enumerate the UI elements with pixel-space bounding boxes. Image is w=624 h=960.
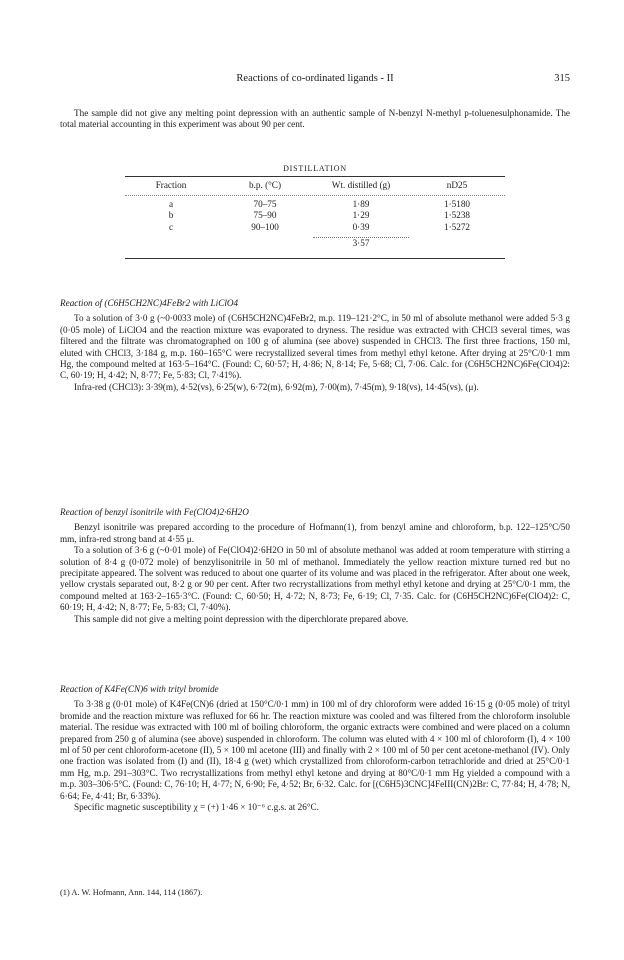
distillation-table	[125, 176, 505, 259]
section-trityl-bromide	[60, 684, 570, 813]
body-paragraph: Infra-red (CHCl3): 3·39(m), 4·52(vs), 6·25(w), 6·72(m), 6·92(m), 7·00(m), 7·45(m), 9·18(vs), 14·45(vs), (μ).	[74, 381, 479, 392]
section-heading: Reaction of (C6H5CH2NC)4FeBr2 with LiClO4	[60, 298, 239, 308]
table-cell: 70–75	[253, 199, 277, 210]
table-header-rule	[125, 195, 505, 196]
table-row	[125, 199, 505, 210]
section-licl04	[60, 298, 570, 393]
table-cell: 1·89	[352, 199, 370, 210]
section-heading: Reaction of benzyl isonitrile with Fe(ClO4)2·6H2O	[60, 507, 249, 517]
table-row	[125, 222, 505, 233]
body-paragraph: To 3·38 g (0·01 mole) of K4Fe(CN)6 (dried at 150°C/0·1 mm) in 100 ml of dry chloroform were added 16·15 g (0·05 mole) of trityl bromide and the reaction mixture was refluxed for 66 hr. The reaction mixture was cooled and was filtered from the chloroform insoluble material. The residue was extracted with 100 ml of boiling chloroform, the organic extracts were combined and were placed on a column prepared from 250 g of alumina (see above) suspended in chloroform. The column was eluted with 4 × 100 ml of chloroform (I), 4 × 100 ml of 50 per cent chloroform-acetone (II), 5 × 100 ml acetone (III) and finally with 2 × 100 ml of 50 per cent acetone-methanol (IV). Only one fraction was isolated from (I) and (II), 18·4 g (wet) which crystallized from chloroform-carbon tetrachloride and dried at 25°C/0·1 mm Hg, m.p. 291–303°C. Two recrystallizations from methyl ethyl ketone and drying at 80°C/0·1 mm Hg yielded a compound with a m.p. 303–306·5°C. (Found: C, 76·10; H, 4·77; N, 6·90; Fe, 4·52; Br, 6·32. Calc. for [(C6H5)3CNC]4FeIII(CN)2Br: C, 77·84; H, 4·78; N, 6·64; Fe, 4·41; Br, 6·33%).	[60, 699, 570, 801]
table-cell: 1·29	[352, 210, 370, 221]
table-cell: 0·39	[352, 221, 370, 232]
column-header: b.p. (°C)	[249, 180, 281, 190]
column-header: Wt. distilled (g)	[331, 180, 391, 190]
intro-paragraph: The sample did not give any melting point depression with an authentic sample of N-benzyl N-methyl p-toluenesulphonamide. The total material accounting in this experiment was about 90 per cent.	[60, 108, 570, 130]
table-header-row	[125, 180, 505, 191]
table-cell: b	[168, 210, 174, 221]
section-heading: Reaction of K4Fe(CN)6 with trityl bromide	[60, 684, 219, 694]
table-cell: 75–90	[253, 210, 277, 221]
table-caption: DISTILLATION	[283, 164, 347, 173]
body-paragraph: Specific magnetic susceptibility χ = (+) 1·46 × 10⁻⁶ c.g.s. at 26°C.	[74, 802, 319, 813]
footnote: (1) A. W. Hofmann, Ann. 144, 114 (1867).	[60, 888, 203, 897]
table-total-row	[125, 237, 505, 248]
table-bottom-rule	[125, 258, 505, 259]
table-cell: 90–100	[251, 221, 279, 232]
section-benzyl-isonitrile	[60, 507, 570, 625]
table-top-rule	[125, 176, 505, 177]
table-cell: c	[168, 221, 174, 232]
column-header: Fraction	[155, 180, 187, 190]
body-paragraph: To a solution of 3·6 g (~0·01 mole) of Fe(ClO4)2·6H2O in 50 ml of absolute methanol was added at room temperature with stirring a solution of 8·4 g (0·072 mole) of benzylisonitrile in 50 ml of methanol. Immediately the yellow reaction mixture turned red but no precipitate appeared. The solvent was reduced to about one quarter of its volume and was placed in the refrigerator. After about one week, yellow crystals separated out, 8·2 g or 90 per cent. After two recrystallizations from methyl ethyl ketone and drying at 25°C/0·1 mm, the compound melted at 163·2–165·3°C. (Found: C, 60·50; H, 4·72; N, 8·73; Fe, 6·19; Cl, 7·35. Calc. for (C6H5CH2NC)6Fe(ClO4)2: C, 60·19; H, 4·42; N, 8·77; Fe, 5·83; Cl, 7·40%).	[60, 545, 570, 613]
table-cell: 1·5272	[443, 221, 471, 232]
running-head	[60, 73, 570, 87]
page-number: 315	[554, 73, 570, 84]
table-cell: a	[168, 199, 174, 210]
body-paragraph: To a solution of 3·0 g (~0·0033 mole) of (C6H5CH2NC)4FeBr2, m.p. 119–121·2°C, in 50 ml of absolute methanol were added 5·3 g (0·05 mole) of LiClO4 and the reaction mixture was evaporated to dryness. The residue was extracted with CHCl3 several times, was filtered and the filtrate was chromatographed on 100 g of alumina (see above) suspended in CHCl3. The first three fractions, 150 ml, eluted with CHCl3, 3·184 g, m.p. 160–165°C were recrystallized several times from methyl ethyl ketone. After drying at 25°C/0·1 mm Hg, the compound melted at 163·5–164°C. (Found: C, 60·57; H, 4·86; N, 8·14; Fe, 5·68; Cl, 7·06. Calc. for (C6H5CH2NC)6Fe(ClO4)2: C, 60·19; H, 4·42; N, 8·77; Fe, 5·83; Cl, 7·41%).	[60, 313, 570, 381]
running-title: Reactions of co-ordinated ligands - II	[236, 73, 394, 84]
table-cell: 1·5238	[443, 210, 471, 221]
body-paragraph: Benzyl isonitrile was prepared according to the procedure of Hofmann(1), from benzyl amine and chloroform, b.p. 122–125°C/50 mm, infra-red strong band at 4·55 μ.	[60, 522, 570, 544]
table-row	[125, 210, 505, 221]
table-cell: 1·5180	[443, 199, 471, 210]
table-total: 3·57	[313, 237, 409, 248]
column-header: nD25	[446, 180, 468, 190]
body-paragraph: This sample did not give a melting point depression with the diperchlorate prepared above.	[74, 613, 409, 624]
